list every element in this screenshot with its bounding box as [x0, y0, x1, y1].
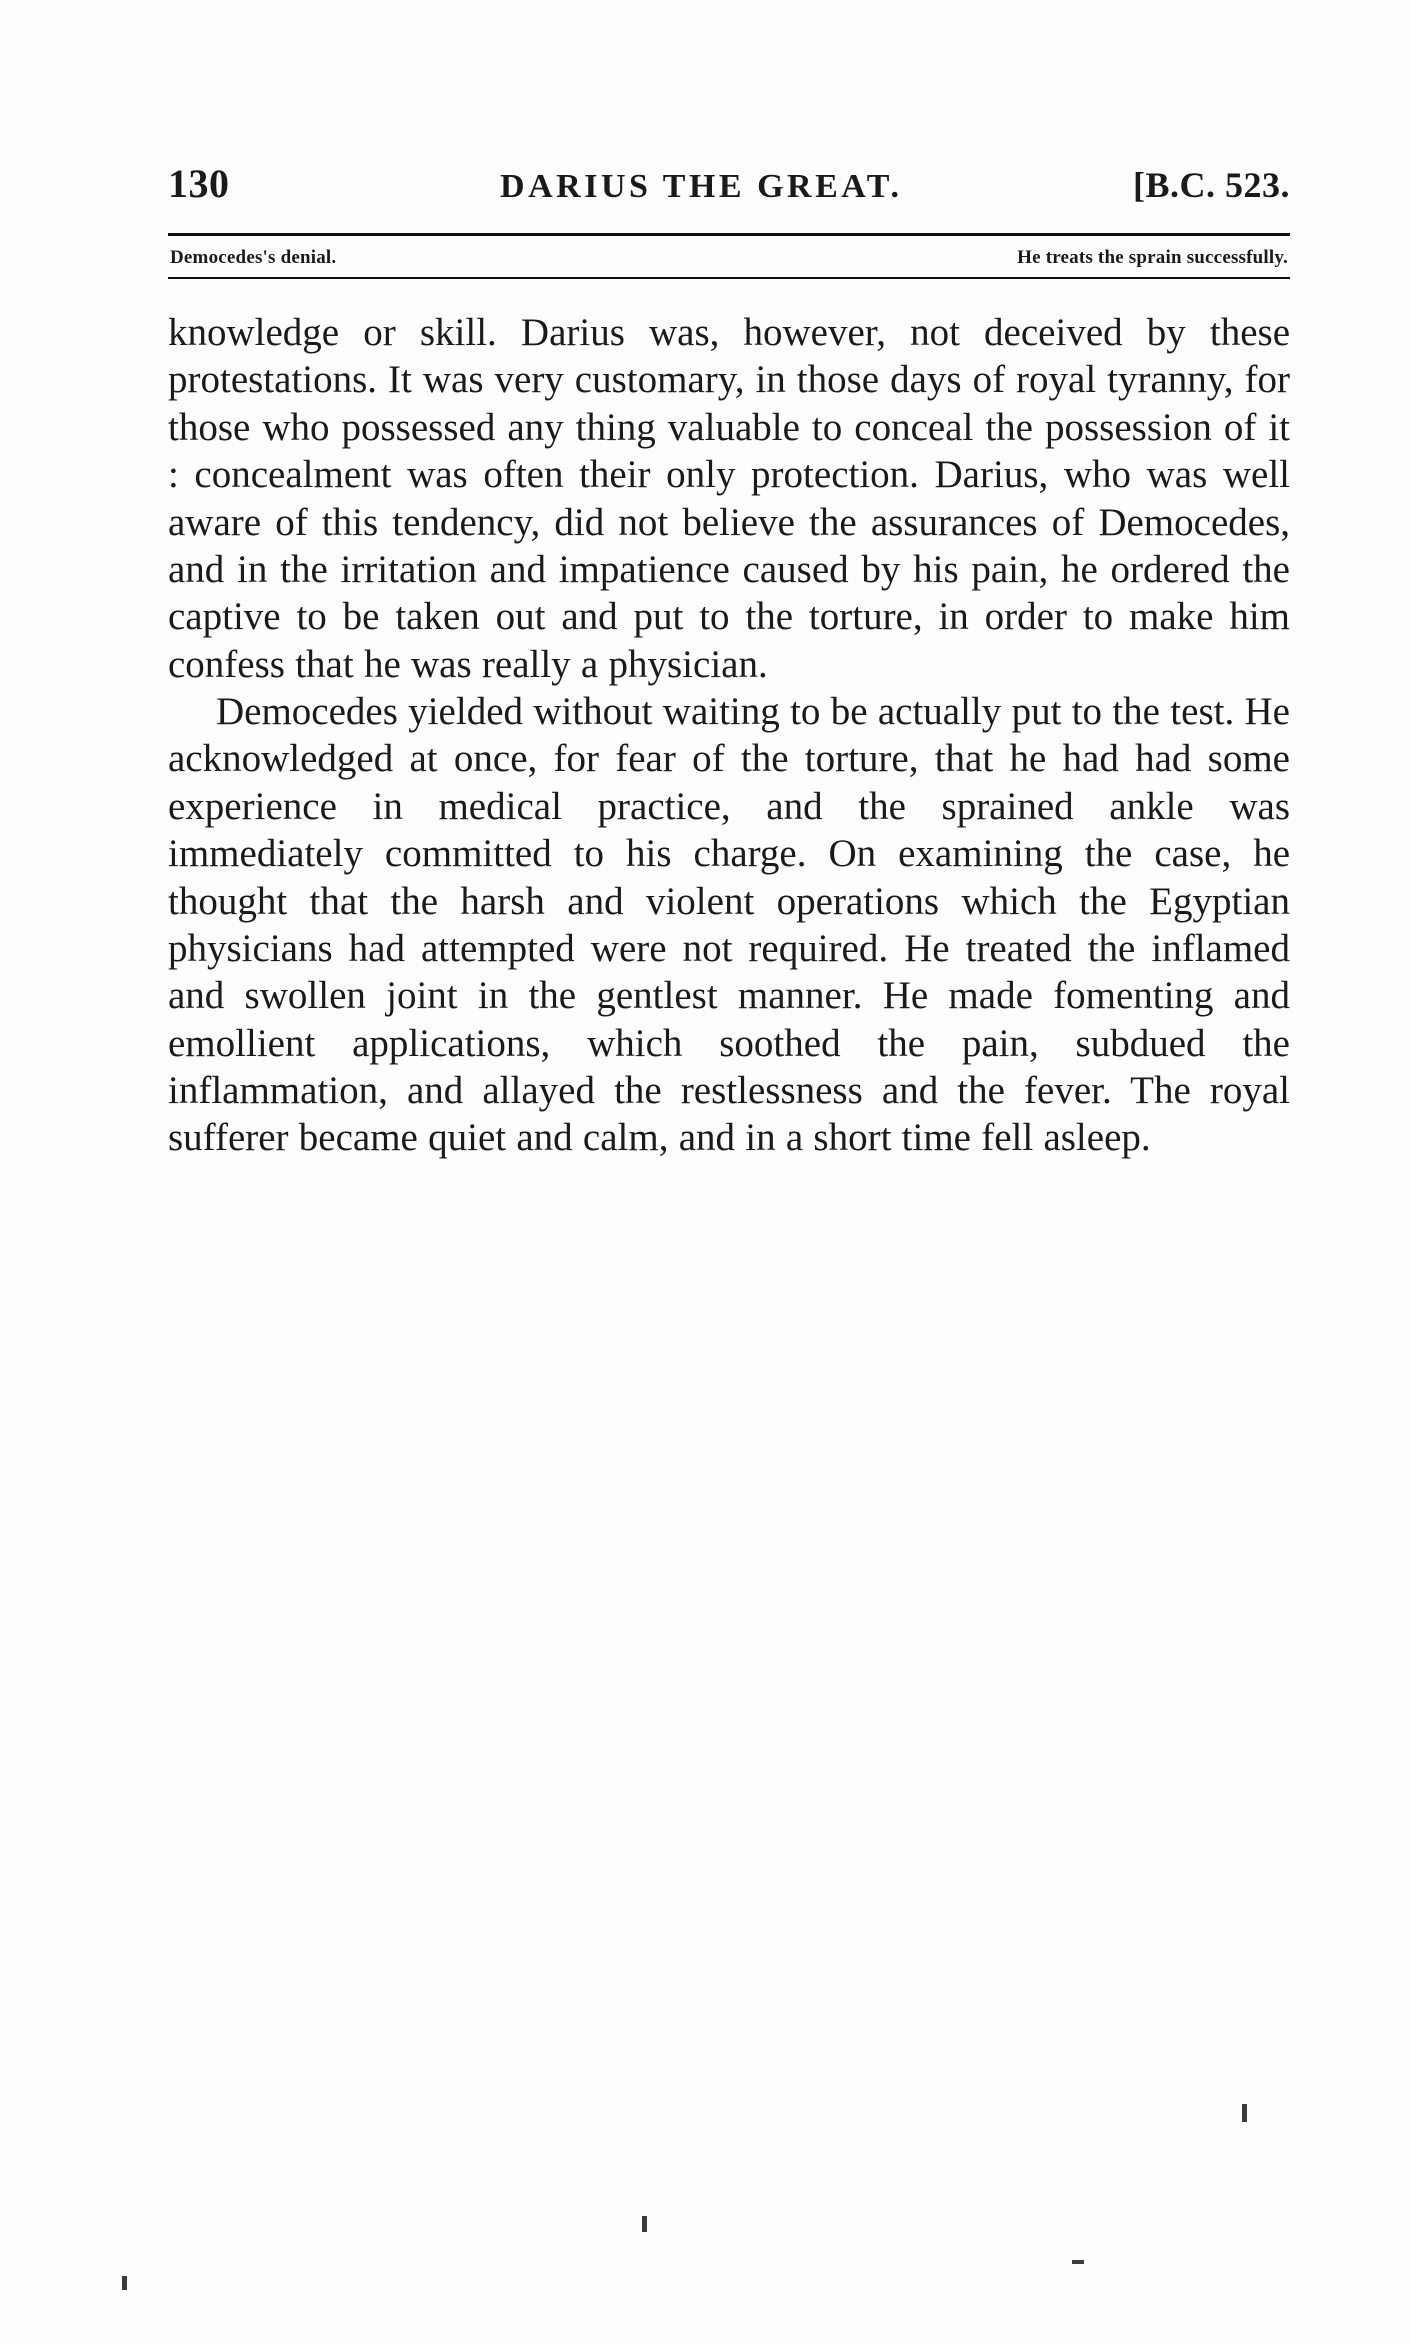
page-content [168, 160, 1290, 1162]
running-head [168, 160, 1290, 207]
sidenote-right: He treats the sprain successfully. [1017, 247, 1288, 268]
sidenote-row [168, 236, 1290, 277]
page-number: 130 [168, 161, 230, 206]
print-speck [642, 2216, 647, 2232]
header-rule-bottom [168, 277, 1290, 279]
chapter-date: [B.C. 523. [1133, 165, 1290, 205]
paragraph: Democedes yielded without waiting to be actually put to the test. He acknowledged at once, for fear of the torture, that he had had some experience in medical practice, and the sprained ankle was immediately committed to his charge. On examining the case, he thought that the harsh and violent operations which the Egyptian physicians had attempted were not required. He treated the inflamed and swollen joint in the gentlest manner. He made fomenting and emollient applications, which soothed the pain, subdued the inflammation, and allayed the restlessness and the fever. The royal sufferer became quiet and calm, and in a short time fell asleep. [168, 690, 1290, 1160]
print-speck [1242, 2104, 1247, 2122]
running-title: DARIUS THE GREAT. [500, 168, 903, 205]
print-speck [1072, 2260, 1084, 2264]
print-speck [122, 2276, 127, 2290]
body-text [168, 309, 1290, 1162]
sidenote-left: Democedes's denial. [170, 247, 337, 268]
paragraph: knowledge or skill. Darius was, however, not deceived by these protestations. It was very customary, in those days of royal tyranny, for those who possessed any thing valuable to conceal the possession of it : concealment was often their only protection. Darius, who was well aware of this tendency, did not believe the assurances of Democedes, and in the irritation and impatience caused by his pain, he ordered the captive to be taken out and put to the torture, in order to make him confess that he was really a physician. [168, 311, 1290, 686]
